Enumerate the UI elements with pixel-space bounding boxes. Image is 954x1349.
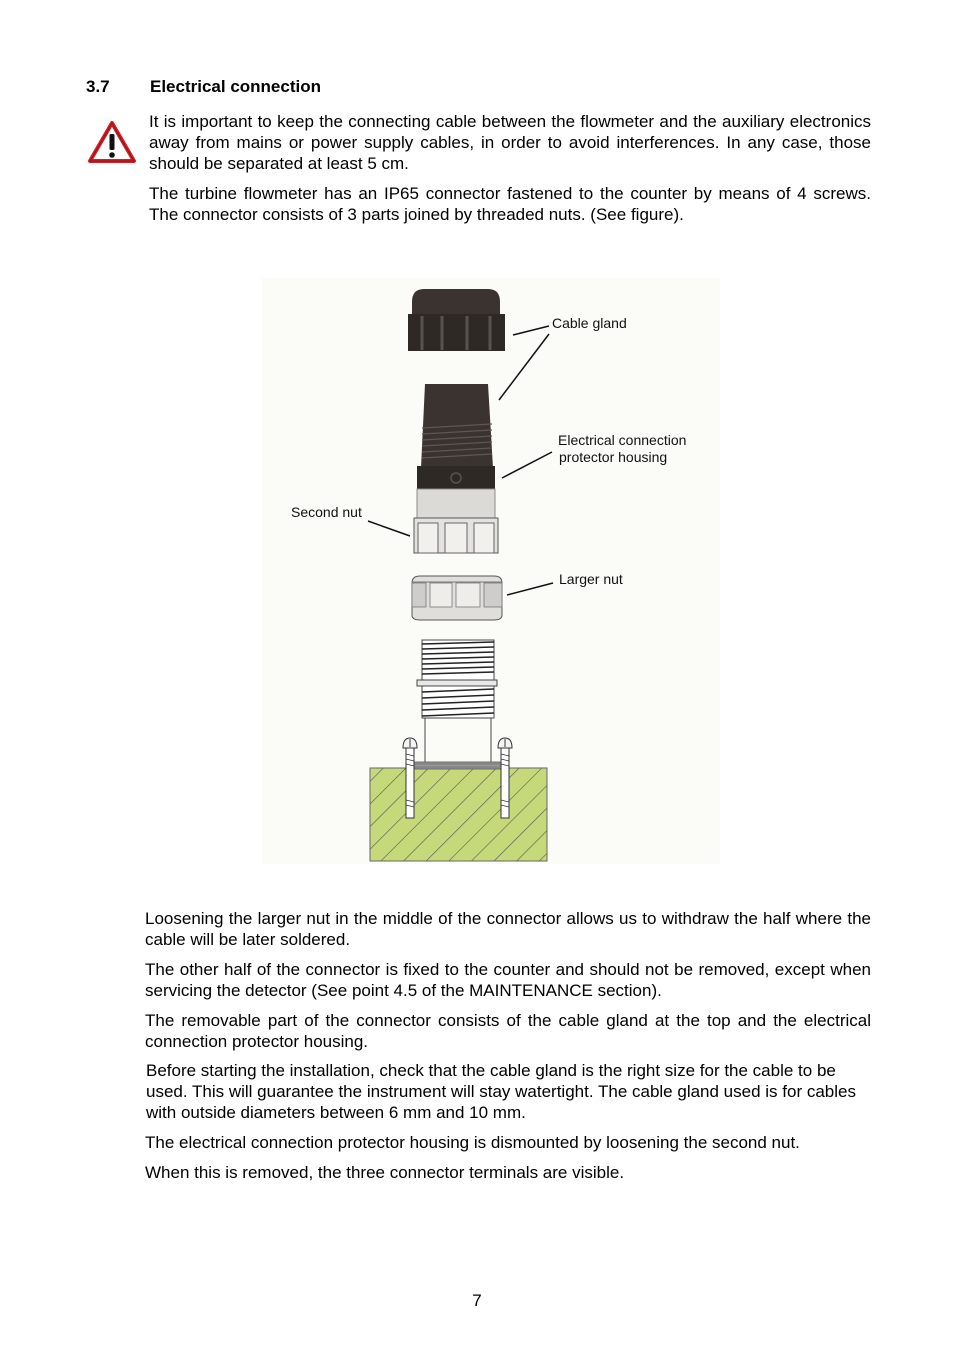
larger-nut-label: Larger nut	[559, 571, 623, 587]
larger-nut-part	[412, 576, 502, 620]
connector-intro-paragraph: The turbine flowmeter has an IP65 connector fastened to the counter by means of 4 screws. The connector consists of 3 parts joined by threaded nuts. (See figure).	[149, 184, 871, 224]
loosening-paragraph: Loosening the larger nut in the middle of the connector allows us to withdraw the half where the cable will be later soldered.	[145, 909, 871, 949]
section-title: Electrical connection	[150, 77, 321, 96]
warning-paragraph: It is important to keep the connecting cable between the flowmeter and the auxiliary electronics away from mains or power supply cables, in order to avoid interferences. In any case, those should be separated at least 5 cm.	[149, 112, 871, 173]
dismount-paragraph: The electrical connection protector housing is dismounted by loosening the second nut.	[145, 1133, 800, 1152]
threaded-base-part	[417, 640, 497, 763]
page-number: 7	[472, 1291, 482, 1310]
removed-paragraph: When this is removed, the three connector terminals are visible.	[145, 1163, 625, 1182]
cable-gland-label: Cable gland	[552, 315, 627, 331]
other-half-paragraph: The other half of the connector is fixed to the counter and should not be removed, except when servicing the detector (See point 4.5 of the MAINTENANCE section).	[145, 960, 871, 1000]
protector-housing-part	[414, 384, 498, 553]
second-nut-label: Second nut	[291, 504, 362, 520]
warning-triangle-icon	[87, 120, 137, 164]
removable-paragraph: The removable part of the connector consists of the cable gland at the top and the electrical connection protector housing.	[145, 1011, 871, 1051]
section-number: 3.7	[86, 77, 110, 96]
before-paragraph: Before starting the installation, check that the cable gland is the right size for the cable to be used. This will guarantee the instrument will stay watertight. The cable gland used is for cables with outside diameters between 6 mm and 10 mm.	[146, 1061, 856, 1122]
cable-gland-part	[408, 289, 505, 351]
housing-label-line1: Electrical connection	[558, 432, 687, 448]
section-heading	[86, 77, 321, 97]
housing-label-line2: protector housing	[559, 449, 668, 465]
counter-body	[370, 762, 547, 861]
connector-exploded-figure	[262, 278, 720, 864]
